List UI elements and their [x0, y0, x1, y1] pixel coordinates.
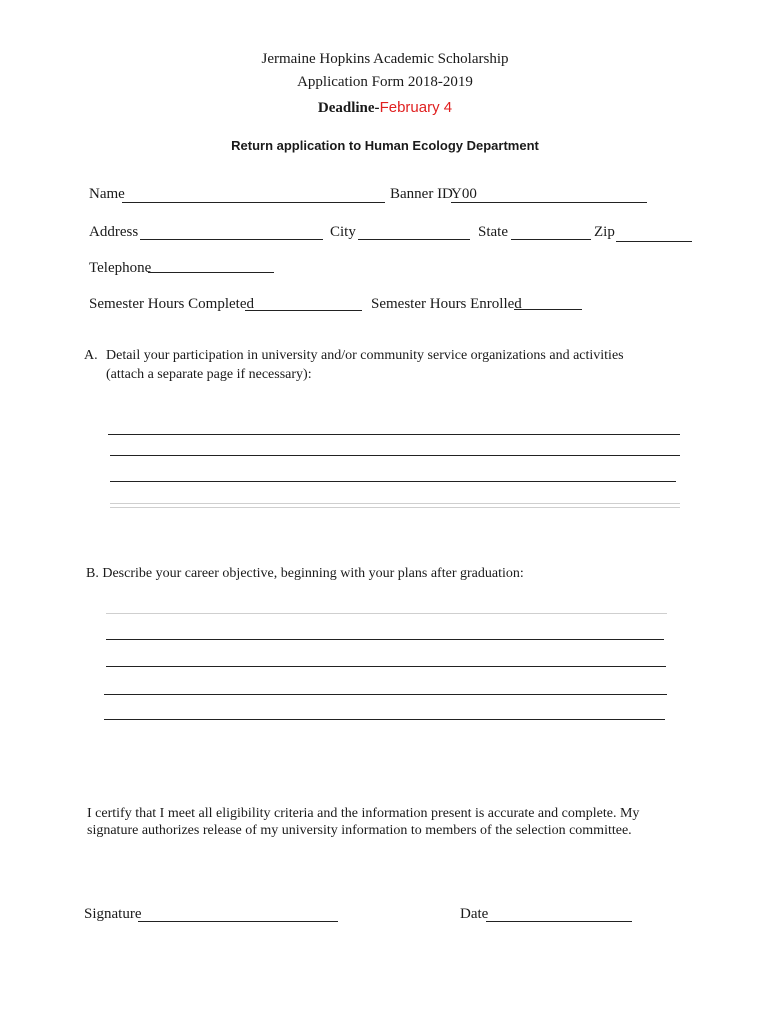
state-field[interactable]	[511, 239, 591, 240]
city-label: City	[330, 224, 356, 240]
telephone-field[interactable]	[148, 272, 274, 273]
state-label: State	[478, 224, 508, 240]
form-title: Jermaine Hopkins Academic Scholarship	[261, 51, 509, 67]
deadline	[0, 99, 770, 117]
certification-text: I certify that I meet all eligibility criteria and the information present is accurate and complete. My	[87, 806, 640, 821]
form-subtitle: Application Form 2018-2019	[297, 74, 473, 90]
hours-completed-label: Semester Hours Completed	[89, 296, 254, 312]
date-label: Date	[460, 906, 489, 922]
section-a-answer-line[interactable]	[110, 503, 680, 504]
hours-enrolled-field[interactable]	[514, 309, 582, 310]
name-field[interactable]	[122, 202, 385, 203]
section-b-prompt: B. Describe your career objective, beginning with your plans after graduation:	[86, 566, 524, 581]
section-b-answer-line[interactable]	[106, 666, 666, 667]
return-note: Return application to Human Ecology Department	[231, 138, 539, 153]
banner-id-field[interactable]	[451, 202, 647, 203]
zip-field[interactable]	[616, 241, 692, 242]
section-b-answer-line[interactable]	[104, 694, 667, 695]
section-a-prompt-note: (attach a separate page if necessary):	[106, 367, 312, 382]
section-a-marker: A.	[84, 348, 98, 363]
deadline-label: Deadline-	[317, 100, 380, 116]
date-field[interactable]	[486, 921, 632, 922]
name-label: Name	[89, 186, 125, 202]
section-a-prompt: Detail your participation in university and/or community service organizations and activities	[106, 348, 624, 363]
section-b-answer-line[interactable]	[106, 613, 667, 614]
address-label: Address	[89, 224, 139, 240]
banner-id-label: Banner ID	[390, 186, 453, 202]
telephone-label: Telephone	[89, 260, 152, 276]
hours-enrolled-label: Semester Hours Enrolled	[371, 296, 522, 312]
signature-field[interactable]	[138, 921, 338, 922]
section-a-answer-line[interactable]	[110, 481, 676, 482]
section-a-answer-line[interactable]	[110, 455, 680, 456]
hours-completed-field[interactable]	[245, 310, 362, 311]
section-b-answer-line[interactable]	[104, 719, 665, 720]
certification-text-cont: signature authorizes release of my university information to members of the selection committee.	[87, 823, 632, 838]
deadline-date: February 4	[379, 99, 453, 116]
section-a-answer-line[interactable]	[108, 434, 680, 435]
zip-label: Zip	[594, 224, 615, 240]
section-b-answer-line[interactable]	[106, 639, 664, 640]
banner-id-prefix: Y00	[451, 186, 477, 202]
section-a-answer-line[interactable]	[110, 507, 680, 508]
address-field[interactable]	[140, 239, 323, 240]
signature-label: Signature	[84, 906, 142, 922]
city-field[interactable]	[358, 239, 470, 240]
